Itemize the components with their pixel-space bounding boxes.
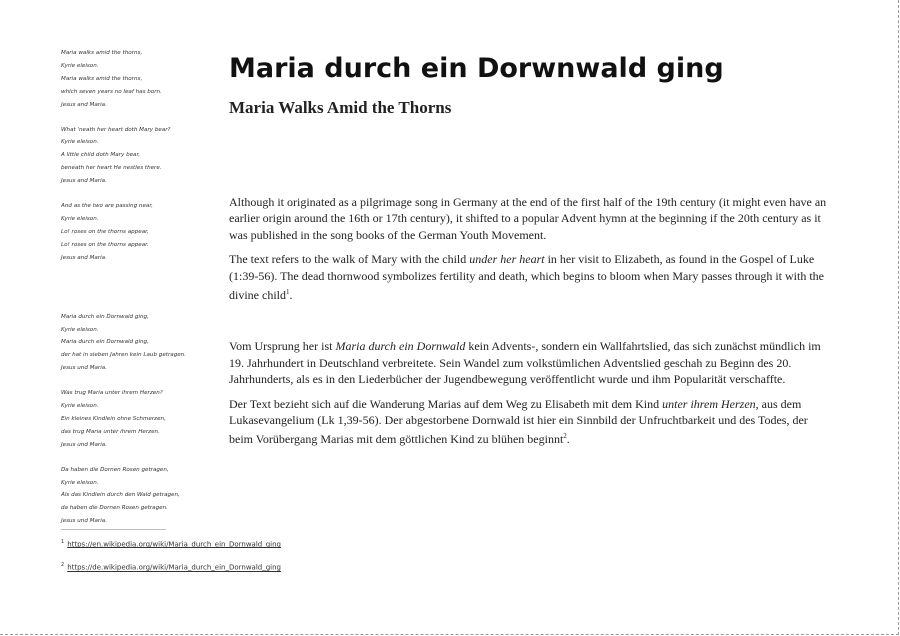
stanza-en-1 bbox=[61, 47, 221, 112]
lyric-line: Was trug Maria unter ihrem Herzen? bbox=[61, 390, 163, 397]
lyric-line: Lo! roses on the thorns appear, bbox=[61, 228, 149, 235]
footnote-link-en-wikipedia[interactable]: https://en.wikipedia.org/wiki/Maria_durch_ein_Dornwald_ging bbox=[67, 540, 281, 549]
footnotes bbox=[61, 539, 281, 586]
stanza-de-3 bbox=[61, 464, 221, 529]
footnote-reference-2[interactable]: 2 bbox=[563, 432, 567, 441]
lyric-line: Jesus and Maria. bbox=[61, 254, 107, 261]
lyric-line: Jesus and Maria. bbox=[61, 178, 107, 185]
lyric-line: Ein kleines Kindlein ohne Schmerzen, bbox=[61, 415, 166, 422]
page-subtitle: Maria Walks Amid the Thorns bbox=[229, 98, 452, 117]
emphasis-text: unter ihrem Herzen bbox=[662, 396, 756, 411]
lyric-line: beneath her heart He nestles there. bbox=[61, 165, 162, 172]
lyric-line: Maria walks amid the thorns, bbox=[61, 75, 143, 82]
lyric-line: Maria walks amid the thorns, bbox=[61, 50, 143, 56]
emphasis-text: Maria durch ein Dornwald bbox=[335, 339, 466, 354]
lyric-line: What 'neath her heart doth Mary bear? bbox=[61, 126, 171, 133]
footnote-divider bbox=[61, 529, 166, 530]
lyric-line: Jesus und Maria. bbox=[61, 441, 107, 448]
lyric-line: da haben die Dornen Rosen getragen. bbox=[61, 505, 168, 512]
lyric-line: Kyrie eleison. bbox=[61, 403, 99, 410]
paragraph-text: The text refers to the walk of Mary with the child bbox=[229, 252, 470, 267]
lyric-line: das trug Maria unter ihrem Herzen. bbox=[61, 428, 160, 435]
body-text bbox=[229, 194, 829, 456]
lyric-line: Jesus und Maria. bbox=[61, 518, 107, 525]
paragraph-text: . bbox=[566, 432, 570, 447]
emphasis-text: under her heart bbox=[469, 252, 545, 267]
paragraph-en-2 bbox=[229, 251, 829, 303]
paragraph-de-1 bbox=[229, 338, 829, 387]
paragraph-text: , aus dem Lukasevangelium (Lk 1,39-56). Der abgestorbene Dornwald ist hier ein Sinnbild der Unfruchtbarkeit und des Todes, der beim Vorübergang Marias mit dem göttlichen Kind zu blühen beginnt bbox=[229, 396, 808, 447]
lyric-line: Jesus und Maria. bbox=[61, 365, 107, 372]
footnote-1 bbox=[61, 539, 281, 548]
footnote-reference-1[interactable]: 1 bbox=[286, 288, 290, 297]
lyric-line: A little child doth Mary bear, bbox=[61, 152, 141, 159]
paragraph-text: Der Text bezieht sich auf die Wanderung Marias auf dem Weg zu Elisabeth mit dem Kind bbox=[229, 396, 663, 411]
lyric-line: Jesus and Maria. bbox=[61, 101, 107, 108]
lyric-line: Kyrie eleison. bbox=[61, 139, 99, 146]
footnote-link-de-wikipedia[interactable]: https://de.wikipedia.org/wiki/Maria_durch_ein_Dornwald_ging bbox=[67, 563, 281, 572]
footnote-2 bbox=[61, 562, 281, 571]
lyric-line: Da haben die Dornen Rosen getragen, bbox=[61, 466, 169, 473]
lyric-line: Maria durch ein Dornwald ging, bbox=[61, 313, 149, 320]
paragraph-text: . bbox=[289, 288, 293, 303]
page-title: Maria durch ein Dorwnwald ging bbox=[229, 53, 724, 84]
stanza-de-1 bbox=[61, 311, 221, 376]
stanza-de-2 bbox=[61, 387, 221, 452]
paragraph-de-2 bbox=[229, 396, 829, 448]
paragraph-text: Vom Ursprung her ist bbox=[229, 339, 336, 354]
lyric-line: Kyrie eleison. bbox=[61, 215, 99, 222]
stanza-en-2 bbox=[61, 124, 221, 189]
lyric-line: which seven years no leaf has born. bbox=[61, 88, 162, 95]
footnote-number: 2 bbox=[61, 562, 65, 569]
lyric-line: der hat in sieben Jahren kein Laub getragen. bbox=[61, 352, 187, 359]
lyric-line: And as the two are passing near, bbox=[61, 203, 153, 210]
lyric-line: Kyrie eleison. bbox=[61, 62, 99, 69]
lyric-line: Lo! roses on the thorns appear. bbox=[61, 241, 149, 248]
footnote-number: 1 bbox=[61, 539, 65, 545]
lyrics-sidebar bbox=[61, 47, 221, 528]
lyric-line: Als das Kindlein durch den Wald getragen, bbox=[61, 492, 180, 499]
stanza-en-3 bbox=[61, 200, 221, 265]
paragraph-text: in her visit to Elizabeth, as found in the Gospel of Luke (1:39-56). The dead thornwood symbolizes fertility and death, which begins to bloom when Mary passes through it with the divine child bbox=[229, 252, 825, 303]
paragraph-text: kein Advents-, sondern ein Wallfahrtslied, das sich zunächst mündlich im 19. Jahrhundert in Deutschland verbreitete. Sein Wandel zum volkstümlichen Adventslied geschah zu Beginn des 20. Jahrhunderts, als es in den Liederbücher der Jugendbewegung veröffentlicht wurde und ihm Popularität verschaffte. bbox=[229, 339, 821, 387]
paragraph-en-1: Although it originated as a pilgrimage song in Germany at the end of the first half of the 19th century (it might even have an earlier origin around the 16th or 17th century), it shifted to a popular Advent hymn at the beginning if the 20th century as it was published in the song books of the German Youth Movement. bbox=[229, 195, 827, 242]
lyric-line: Kyrie eleison. bbox=[61, 326, 99, 333]
lyric-line: Maria durch ein Dornwald ging, bbox=[61, 339, 149, 346]
lyric-line: Kyrie eleison. bbox=[61, 479, 99, 486]
